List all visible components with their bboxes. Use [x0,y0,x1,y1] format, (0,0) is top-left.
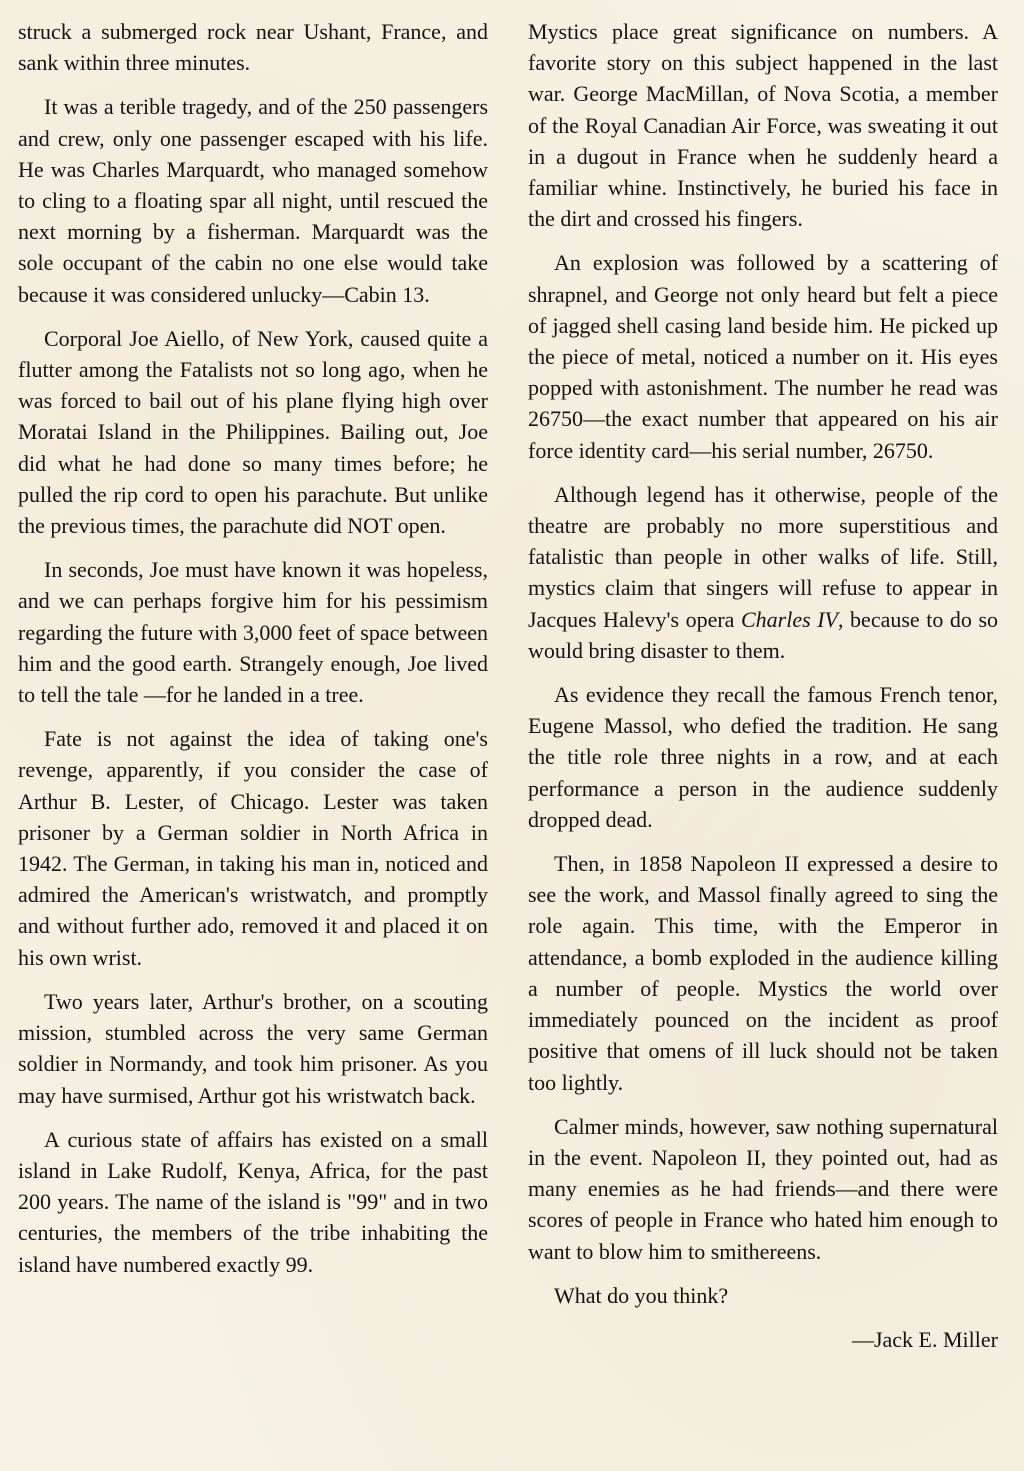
paragraph-titanic-tragedy: It was a terible tragedy, and of the 250 passengers and crew, only one passenger escaped with his life. He was Charles Marquardt, who managed somehow to cling to a floating spar all night, until rescued the next morning by a fisherman. Marquardt was the sole occupant of the cabin no one else would take because it was considered unlucky—Cabin 13. [18,94,488,307]
left-column [18,16,488,1293]
paragraph-joe-aiello: Corporal Joe Aiello, of New York, caused quite a flutter among the Fatalists not so long ago, when he was forced to bail out of his plane flying high over Moratai Island in the Philippines. Bailing out, Joe did what he had done so many times before; he pulled the rip cord to open his parachute. But unlike the previous times, the parachute did NOT open. [18,325,488,539]
paragraph-theatre [528,479,998,666]
paragraph-mystics-numbers: Mystics place great significance on numbers. A favorite story on this subject happened in the last war. George MacMillan, of Nova Scotia, a member of the Royal Canadian Air Force, was sweating it out in a dugout in France when he suddenly heard a familiar whine. Instinctively, he buried his face in the dirt and crossed his fingers. [528,19,998,232]
paragraph-continuation: struck a submerged rock near Ushant, France, and sank within three minutes. [18,19,488,76]
byline: —Jack E. Miller [851,1326,998,1352]
paragraph-brother: Two years later, Arthur's brother, on a scouting mission, stumbled across the very same German soldier in Normandy, and took him prisoner. As you may have surmised, Arthur got his wristwatch back. [18,988,488,1108]
paragraph-shrapnel: An explosion was followed by a scattering of shrapnel, and George not only heard but felt a piece of jagged shell casing land beside him. He picked up the piece of metal, noticed a number on it. His eyes popped with astonishment. The number he read was 26750—the exact number that appeared on his air force identity card—his serial number, 26750. [528,250,998,463]
theatre-text-a: Although legend has it otherwise, people of the theatre are probably no more superstitious and fatalistic than people in other walks of life. Still, mystics claim that singers will refuse to appear in Jacques Halevy's opera [528,481,998,632]
right-column [528,16,998,1368]
closing-question: What do you think? [554,1282,729,1308]
theatre-text-b: , because to do so would bring disaster to them. [528,606,999,663]
paragraph-napoleon: Then, in 1858 Napoleon II expressed a desire to see the work, and Massol finally agreed to sing the role again. This time, with the Emperor in attendance, a bomb exploded in the audience killing a number of people. Mystics the world over immediately pounced on the incident as proof positive that omens of ill luck should not be taken too lightly. [528,851,998,1095]
paragraph-calmer-minds: Calmer minds, however, saw nothing supernatural in the event. Napoleon II, they pointed out, had as many enemies as he had friends—and there were scores of people in France who hated him enough to want to blow him to smithereens. [528,1113,998,1264]
opera-title: Charles IV [741,606,838,632]
paragraph-island-99: A curious state of affairs has existed on a small island in Lake Rudolf, Kenya, Africa, for the past 200 years. The name of the island is "99" and in two centuries, the members of the tribe inhabiting the island have numbered exactly 99. [18,1126,488,1277]
paragraph-arthur-lester: Fate is not against the idea of taking one's revenge, apparently, if you consider the case of Arthur B. Lester, of Chicago. Lester was taken prisoner by a German soldier in North Africa in 1942. The German, in taking his man in, noticed and admired the American's wristwatch, and promptly and without further ado, removed it and placed it on his own wrist. [18,726,488,970]
paragraph-parachute: In seconds, Joe must have known it was hopeless, and we can perhaps forgive him for his pessimism regarding the future with 3,000 feet of space between him and the good earth. Strangely enough, Joe lived to tell the tale —for he landed in a tree. [18,557,488,708]
paragraph-massol: As evidence they recall the famous French tenor, Eugene Massol, who defied the tradition. He sang the title role three nights in a row, and at each performance a person in the audience suddenly dropped dead. [528,682,998,832]
